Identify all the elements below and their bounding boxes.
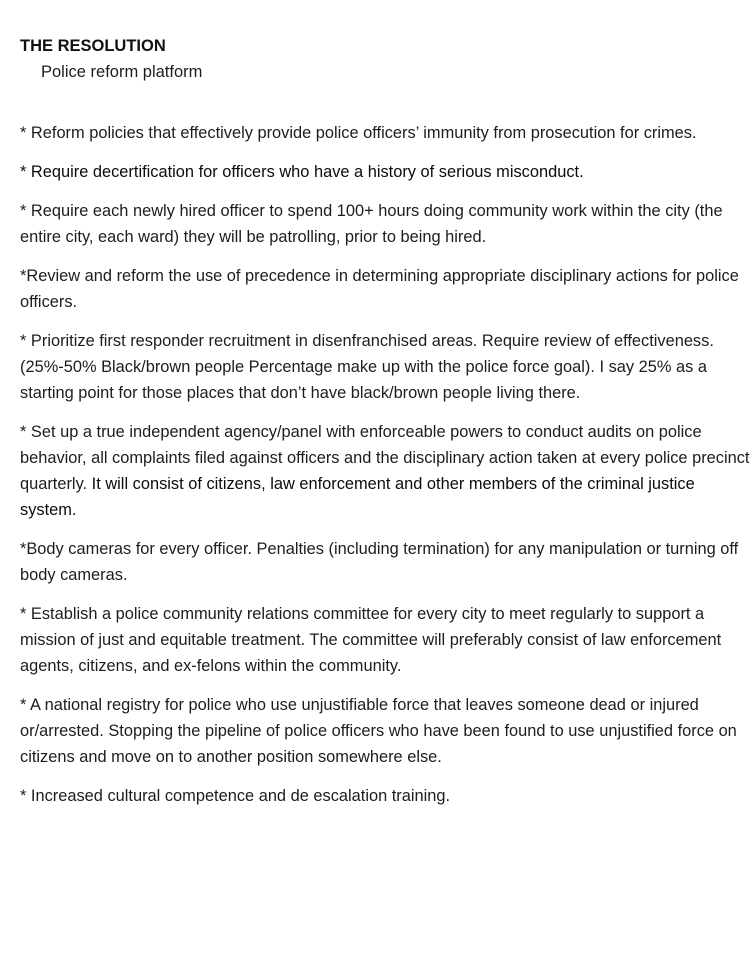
- platform-item-precedence: *Review and reform the use of precedence in determining appropriate disciplinary actions for police officers.: [20, 267, 739, 311]
- platform-item-national-registry: * A national registry for police who use unjustifiable force that leaves someone dead or injured or/arrested. Stopping the pipeline of police officers who have been found to use unjustified force on citizens and move on to another position somewhere else.: [20, 696, 737, 766]
- platform-item-community-work: * Require each newly hired officer to spend 100+ hours doing community work within the city (the entire city, each ward) they will be patrolling, prior to being hired.: [20, 202, 723, 246]
- platform-item-independent-agency: [20, 419, 750, 523]
- platform-item-training: * Increased cultural competence and de escalation training.: [20, 787, 451, 805]
- document-title: THE RESOLUTION: [20, 37, 166, 55]
- platform-item-recruitment: * Prioritize first responder recruitment in disenfranchised areas. Require review of effectiveness. (25%-50% Black/brown people Percentage make up with the police force goal). I say 25% as a starting point for those places that don’t have black/brown people living there.: [20, 332, 714, 402]
- platform-item-immunity: * Reform policies that effectively provide police officers’ immunity from prosecution for crimes.: [20, 124, 697, 142]
- platform-item-decertification: * Require decertification for officers who have a history of serious misconduct.: [20, 163, 584, 181]
- independent-agency-composition: It will consist of citizens, law enforcement and other members of the criminal justice system.: [20, 475, 695, 519]
- independent-agency-text: * Set up a true independent agency/panel with enforceable powers to conduct audits on police behavior, all complaints filed against officers and the disciplinary action taken at every police precinct quarterly.: [20, 423, 750, 493]
- document: [20, 36, 750, 822]
- platform-item-relations-committee: * Establish a police community relations committee for every city to meet regularly to support a mission of just and equitable treatment. The committee will preferably consist of law enforcement agents, citizens, and ex-felons within the community.: [20, 605, 722, 675]
- document-subtitle: Police reform platform: [41, 63, 203, 81]
- platform-item-body-cameras: *Body cameras for every officer. Penalties (including termination) for any manipulation or turning off body cameras.: [20, 540, 739, 584]
- platform-list: [20, 120, 750, 809]
